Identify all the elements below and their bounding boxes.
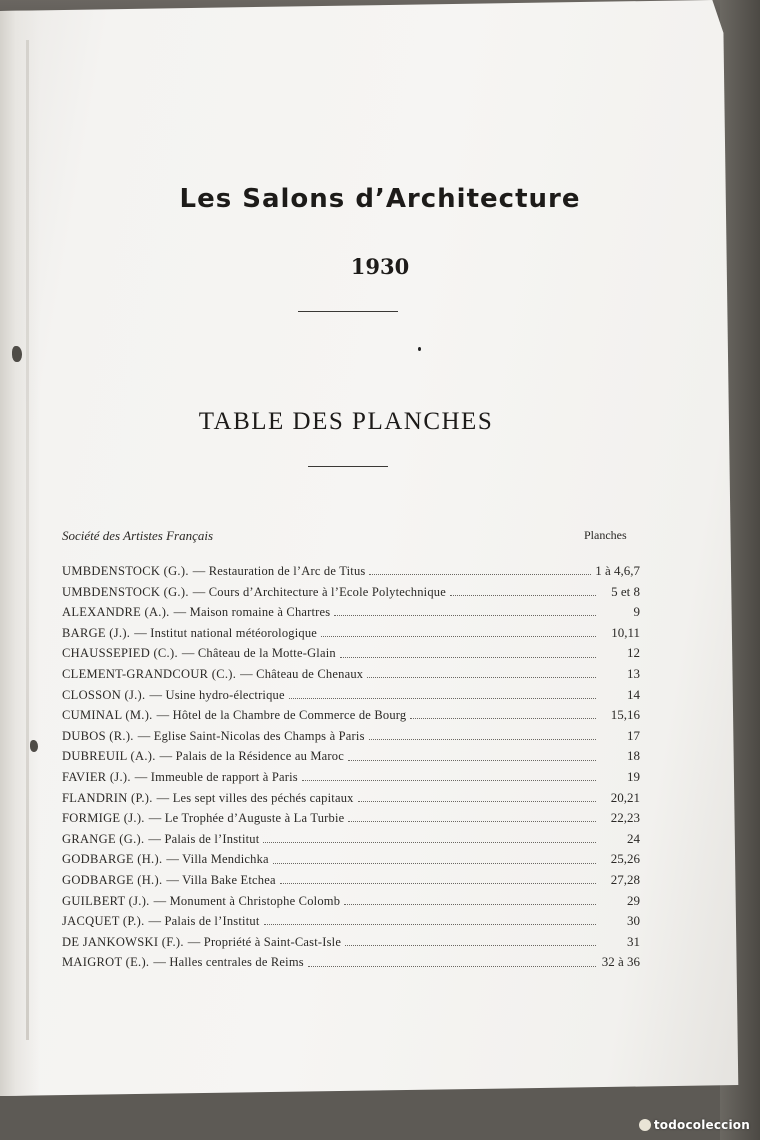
plate-description: — Maison romaine à Chartres (173, 605, 331, 620)
plate-description: — Usine hydro-électrique (149, 687, 285, 702)
list-item (62, 705, 640, 726)
list-item (62, 891, 640, 912)
plate-numbers: 29 (627, 892, 640, 908)
architect-name: DE JANKOWSKI (F.). (62, 934, 184, 949)
plate-description: — Les sept villes des péchés capitaux (156, 790, 354, 805)
list-item (62, 685, 640, 706)
list-item (62, 726, 640, 747)
list-item (62, 932, 640, 953)
plate-description: — Propriété à Saint-Cast-Isle (187, 934, 342, 949)
column-header-planches: Planches (584, 528, 627, 542)
leader-dots (348, 751, 596, 761)
leader-dots (302, 771, 596, 781)
list-item (62, 808, 640, 829)
list-item (62, 952, 640, 973)
architect-name: GUILBERT (J.). (62, 893, 150, 908)
list-item (62, 911, 640, 932)
plate-description: — Château de Chenaux (240, 666, 364, 681)
plate-numbers: 14 (627, 686, 640, 702)
plate-description: — Restauration de l’Arc de Titus (192, 564, 366, 578)
leader-dots (348, 812, 596, 822)
architect-name: GRANGE (G.). (62, 831, 145, 846)
list-item (62, 746, 640, 767)
leader-dots (367, 668, 596, 678)
leader-dots (273, 854, 596, 864)
plate-numbers: 19 (627, 768, 640, 784)
plate-description: — Hôtel de la Chambre de Commerce de Bourg (156, 708, 407, 723)
plate-numbers: 18 (627, 748, 640, 764)
plate-numbers: 30 (627, 913, 640, 929)
plates-list (62, 561, 640, 973)
list-item (62, 767, 640, 788)
leader-dots (263, 833, 596, 843)
plate-numbers: 20,21 (610, 789, 640, 805)
table-title: TABLE DES PLANCHES (198, 408, 494, 435)
plate-description: — Le Trophée d’Auguste à La Turbie (148, 811, 345, 826)
leader-dots (369, 730, 596, 740)
architect-name: JACQUET (P.). (62, 914, 145, 929)
margin-tear (30, 740, 38, 752)
title-divider (298, 311, 398, 312)
architect-name: BARGE (J.). (62, 625, 131, 640)
leader-dots (334, 606, 596, 616)
plate-description: — Immeuble de rapport à Paris (134, 769, 298, 784)
plate-numbers: 15,16 (610, 707, 640, 723)
architect-name: CLEMENT-GRANDCOUR (C.). (62, 666, 237, 681)
list-item (62, 561, 640, 582)
plate-description: — Villa Mendichka (166, 852, 269, 867)
plate-description: — Eglise Saint-Nicolas des Champs à Paris (137, 728, 365, 743)
architect-name: UMBDENSTOCK (G.). (62, 584, 189, 599)
plate-description: — Palais de l’Institut (148, 831, 260, 846)
plate-numbers: 5 et 8 (611, 583, 640, 599)
leader-dots (289, 689, 596, 699)
leader-dots (358, 792, 596, 802)
watermark (639, 1118, 750, 1132)
architect-name: CLOSSON (J.). (62, 687, 146, 702)
plate-numbers: 24 (627, 830, 640, 846)
architect-name: FORMIGE (J.). (62, 811, 145, 826)
list-item (62, 664, 640, 685)
document-year: 1930 (350, 254, 410, 279)
plate-numbers: 27,28 (610, 871, 640, 887)
architect-name: DUBREUIL (A.). (62, 749, 156, 764)
list-item (62, 849, 640, 870)
leader-dots (340, 648, 596, 658)
watermark-text: todocoleccion (653, 1118, 750, 1132)
architect-name: GODBARGE (H.). (62, 852, 163, 867)
section-label: Société des Artistes Français (62, 528, 214, 543)
architect-name: CUMINAL (M.). (62, 708, 153, 723)
list-item (62, 870, 640, 891)
leader-dots (308, 957, 596, 967)
leader-dots (369, 565, 591, 575)
plate-numbers: 10,11 (611, 624, 640, 640)
list-item (62, 788, 640, 809)
plate-numbers: 31 (627, 933, 640, 949)
list-item (62, 829, 640, 850)
list-item (62, 643, 640, 664)
plate-description: — Halles centrales de Reims (153, 955, 304, 970)
plate-numbers: 32 à 36 (601, 954, 640, 970)
leader-dots (410, 709, 596, 719)
list-item (62, 623, 640, 644)
plate-numbers: 17 (627, 727, 640, 743)
leader-dots (450, 586, 596, 596)
plate-numbers: 13 (627, 665, 640, 681)
plate-description: — Monument à Christophe Colomb (153, 893, 341, 908)
leader-dots (264, 915, 597, 925)
leader-dots (321, 627, 596, 637)
leader-dots (280, 874, 596, 884)
plate-description: — Cours d’Architecture à l’Ecole Polytechnique (192, 584, 446, 599)
plate-description: — Palais de la Résidence au Maroc (159, 749, 344, 764)
architect-name: UMBDENSTOCK (G.). (62, 564, 189, 578)
spine-fold (0, 0, 40, 1096)
plate-description: — Villa Bake Etchea (166, 872, 276, 887)
list-item (62, 582, 640, 603)
plate-numbers: 9 (633, 604, 640, 620)
plate-description: — Palais de l’Institut (148, 914, 260, 929)
plate-numbers: 22,23 (610, 810, 640, 826)
plate-description: — Château de la Motte-Glain (181, 646, 336, 661)
architect-name: CHAUSSEPIED (C.). (62, 646, 178, 661)
table-title-divider (308, 466, 388, 467)
architect-name: MAIGROT (E.). (62, 955, 150, 970)
watermark-logo-icon (639, 1119, 651, 1131)
list-item (62, 602, 640, 623)
architect-name: GODBARGE (H.). (62, 872, 163, 887)
plate-numbers: 25,26 (610, 851, 640, 867)
ink-speck (418, 347, 421, 351)
plate-numbers: 12 (627, 645, 640, 661)
architect-name: FAVIER (J.). (62, 769, 131, 784)
architect-name: FLANDRIN (P.). (62, 790, 153, 805)
leader-dots (345, 936, 596, 946)
margin-tear (12, 346, 22, 362)
plate-description: — Institut national météorologique (134, 625, 318, 640)
architect-name: ALEXANDRE (A.). (62, 605, 170, 620)
plate-numbers: 1 à 4,6,7 (595, 563, 640, 578)
leader-dots (344, 895, 596, 905)
document-title: Les Salons d’Architecture (179, 184, 581, 214)
architect-name: DUBOS (R.). (62, 728, 134, 743)
